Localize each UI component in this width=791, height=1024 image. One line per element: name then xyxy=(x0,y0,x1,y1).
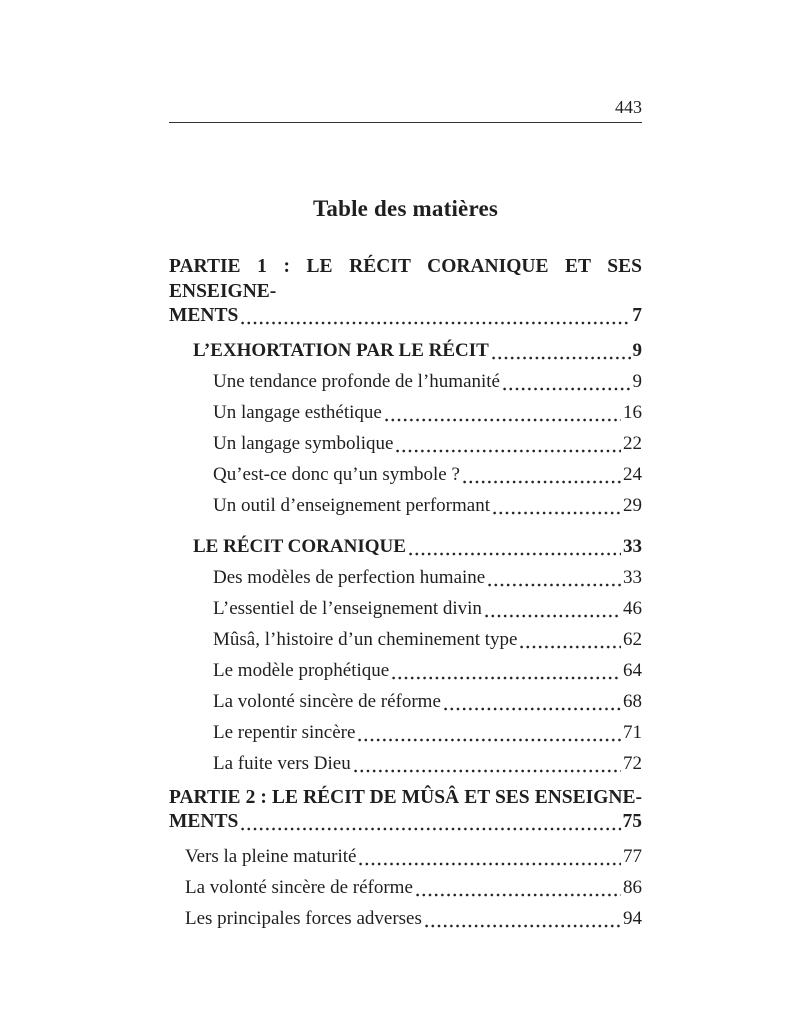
toc-entry-title-line: MENTS xyxy=(169,305,239,326)
toc-entry xyxy=(169,428,642,459)
toc-entry-title: Une tendance profonde de l’humanité xyxy=(213,370,500,392)
toc-page-number: 86 xyxy=(623,876,642,898)
toc-page-number: 24 xyxy=(623,463,642,485)
dot-leader xyxy=(385,418,621,422)
toc-page-number: 9 xyxy=(632,339,642,361)
dot-leader xyxy=(354,769,621,773)
toc-page-number: 33 xyxy=(623,566,642,588)
dot-leader xyxy=(392,676,621,680)
dot-leader xyxy=(241,827,620,831)
toc-entry-title: Un langage symbolique xyxy=(213,432,394,454)
toc-page-number: 33 xyxy=(623,535,642,557)
dot-leader xyxy=(359,862,621,866)
toc-page-number: 22 xyxy=(623,432,642,454)
dot-leader xyxy=(503,387,631,391)
toc-page-number: 77 xyxy=(623,845,642,867)
dot-leader xyxy=(463,480,621,484)
toc-entry xyxy=(169,903,642,934)
page-content xyxy=(169,0,642,934)
toc-entry-title: La fuite vers Dieu xyxy=(213,752,351,774)
toc-entry xyxy=(169,562,642,593)
toc-page-number: 72 xyxy=(623,752,642,774)
toc-entry-part-2 xyxy=(169,786,642,835)
toc-entry xyxy=(169,397,642,428)
toc-page-number: 29 xyxy=(623,494,642,516)
toc-entry xyxy=(169,459,642,490)
toc-entry-title-line: MENTS xyxy=(169,811,239,832)
toc-entry xyxy=(169,717,642,748)
toc-entry-title: La volonté sincère de réforme xyxy=(185,876,413,898)
toc-entry xyxy=(169,872,642,903)
toc-entry-title: La volonté sincère de réforme xyxy=(213,690,441,712)
dot-leader xyxy=(409,552,621,556)
dot-leader xyxy=(444,707,621,711)
toc-entry-title: Des modèles de perfection humaine xyxy=(213,566,486,588)
toc-entry-title: L’EXHORTATION PAR LE RÉCIT xyxy=(193,339,489,361)
toc-entry-title: Qu’est-ce donc qu’un symbole ? xyxy=(213,463,460,485)
toc-page-number: 7 xyxy=(632,305,642,326)
dot-leader xyxy=(493,511,621,515)
toc-entry-title: Un outil d’enseignement performant xyxy=(213,494,491,516)
toc-entry xyxy=(169,335,642,366)
toc-entry xyxy=(169,748,642,779)
toc-page-number: 71 xyxy=(623,721,642,743)
toc-entry xyxy=(169,593,642,624)
dot-leader xyxy=(520,645,621,649)
toc-entry-title: Le modèle prophétique xyxy=(213,659,390,681)
dot-leader xyxy=(358,738,621,742)
toc-entry-part-1 xyxy=(169,255,642,329)
toc-entry xyxy=(169,366,642,397)
toc-entry xyxy=(169,841,642,872)
toc-page-number: 75 xyxy=(622,811,642,832)
toc-entry-title-line: PARTIE 1 : LE RÉCIT CORANIQUE ET SES ENSEIGNE- xyxy=(169,256,642,302)
toc-entry xyxy=(169,686,642,717)
dot-leader xyxy=(396,449,621,453)
toc-entry xyxy=(169,655,642,686)
toc-entry-title-line: PARTIE 2 : LE RÉCIT DE MÛSÂ ET SES ENSEIGNE- xyxy=(169,786,642,808)
toc-entry-title: L’essentiel de l’enseignement divin xyxy=(213,597,482,619)
toc-entry-title: Vers la pleine maturité xyxy=(185,845,357,867)
dot-leader xyxy=(492,356,631,360)
toc-page-number: 94 xyxy=(623,907,642,929)
toc-page-number: 64 xyxy=(623,659,642,681)
toc-entry xyxy=(169,490,642,521)
dot-leader xyxy=(485,614,621,618)
toc-page-number: 62 xyxy=(623,628,642,650)
table-of-contents xyxy=(169,255,642,934)
toc-entry-title: Les principales forces adverses xyxy=(185,907,422,929)
toc-entry-title: LE RÉCIT CORANIQUE xyxy=(193,535,406,557)
dot-leader xyxy=(488,583,621,587)
toc-entry-title: Le repentir sincère xyxy=(213,721,356,743)
toc-entry-title: Un langage esthétique xyxy=(213,401,382,423)
toc-page-number: 68 xyxy=(623,690,642,712)
toc-page-number: 9 xyxy=(632,370,642,392)
toc-entry-title: Mûsâ, l’histoire d’un cheminement type xyxy=(213,628,518,650)
page-title: Table des matières xyxy=(312,196,499,221)
dot-leader xyxy=(241,321,630,325)
dot-leader xyxy=(416,893,621,897)
dot-leader xyxy=(425,924,621,928)
toc-entry xyxy=(169,531,642,562)
toc-page-number: 46 xyxy=(623,597,642,619)
page-number: 443 xyxy=(615,97,642,117)
toc-entry xyxy=(169,624,642,655)
toc-page-number: 16 xyxy=(623,401,642,423)
header-rule xyxy=(169,122,642,123)
